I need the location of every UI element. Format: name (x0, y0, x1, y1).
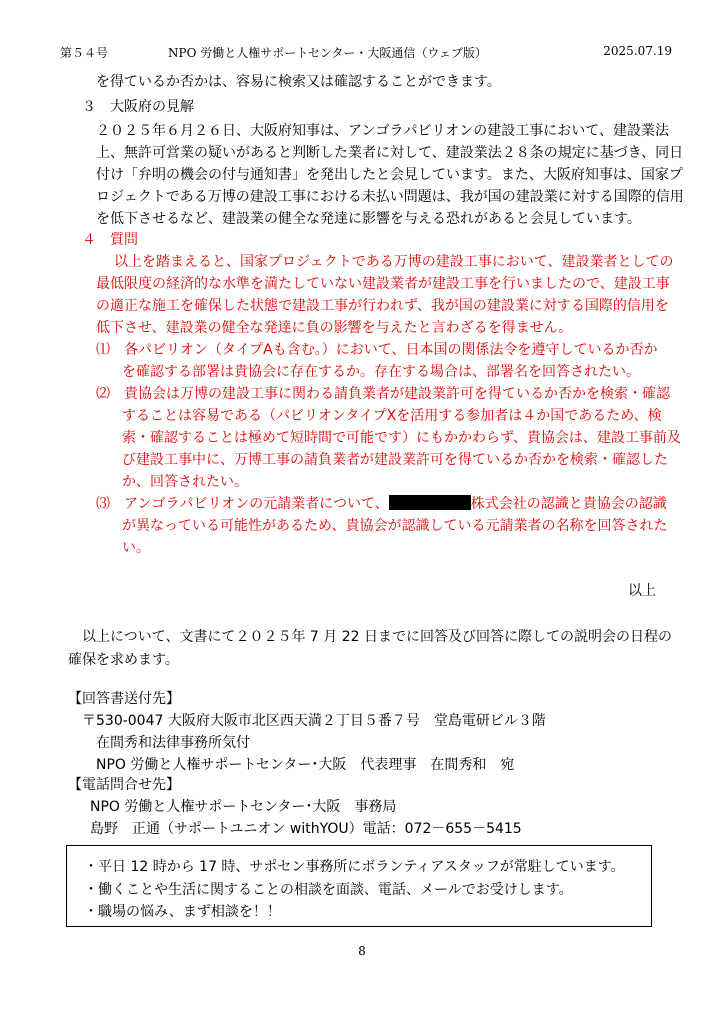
question-1-line: ⑴ 各パビリオン（タイプAも含む。）において、日本国の関係法令を遵守しているか否か (96, 342, 658, 358)
question-2-line: することは容易である（パビリオンタイプXを活用する参加者は４か国であるため、検 (122, 408, 662, 424)
phone-heading: 【電話問合せ先】 (68, 777, 180, 793)
question-3-text: 株式会社の認識と貴協会の認識 (470, 496, 667, 512)
redaction-bar (389, 495, 471, 510)
notice-line: ・職場の悩み、まず相談を！！ (84, 904, 281, 920)
prev-section-tail: を得ているか否かは、容易に検索又は確認することができます。 (96, 74, 501, 90)
section3-line: ２０２５年６月２６日、大阪府知事は、アンゴラパビリオンの建設工事において、建設業法 (96, 123, 670, 139)
section3-line: 上、無許可営業の疑いがあると判断した業者に対して、建設業法２８条の規定に基づき、同日 (96, 145, 684, 161)
section3-line: ロジェクトである万博の建設工事における未払い問題は、我が国の建設業に対する国際的信用 (96, 189, 684, 205)
reply-recipient: NPO 労働と人権サポートセンター･大阪 代表理事 在間秀和 宛 (96, 757, 515, 773)
notice-line: ・平日 12 時から 17 時、サポセン事務所にボランティアスタッフが常駐しています。 (84, 859, 625, 875)
phone-office: NPO 労働と人権サポートセンター･大阪 事務局 (90, 799, 397, 815)
question-1-line: を確認する部署は貴協会に存在するか。存在する場合は、部署名を回答されたい。 (122, 364, 640, 380)
request-line: 確保を求めます。 (68, 652, 179, 668)
newsletter-title: NPO 労働と人権サポートセンター・大阪通信（ウェブ版） (168, 46, 487, 60)
question-2-line: 索・確認することは極めて短時間で可能です）にもかかわらず、貴協会は、建設工事前及 (122, 430, 681, 446)
section3-line: 付け「弁明の機会の付与通知書」を発出したと会見しています。また、大阪府知事は、国家プ (96, 167, 683, 183)
section3-heading: ３ 大阪府の見解 (82, 99, 194, 115)
question-3-line: が異なっている可能性があるため、貴協会が認識している元請業者の名称を回答された (122, 518, 668, 534)
phone-contact: 島野 正通（サポートユニオン withYOU）電話：072－655－5415 (90, 821, 522, 837)
page-number: 8 (358, 944, 366, 958)
section4-intro-line: 最低限度の経済的な水準を満たしていない建設業者が建設工事を行いましたので、建設工事 (96, 276, 670, 292)
question-3-text: ⑶ アンゴラパビリオンの元請業者について、 (96, 496, 389, 512)
section4-heading: ４ 質問 (82, 232, 138, 248)
issue-date: 2025.07.19 (603, 44, 672, 58)
section4-intro-line: 以上を踏まえると、国家プロジェクトである万博の建設工事において、建設業者としての (114, 254, 674, 270)
notice-line: ・働くことや生活に関することの相談を面談、電話、メールでお受けします。 (84, 882, 573, 898)
closing-mark: 以上 (628, 583, 656, 599)
section3-line: を低下させるなど、建設業の健全な発達に影響を与える恐れがあると会見しています。 (96, 211, 641, 227)
question-2-line: ⑵ 貴協会は万博の建設工事に関わる請負業者が建設業許可を得ているか否かを検索・確認 (96, 386, 670, 402)
page-header (60, 44, 672, 62)
reply-to-heading: 【回答書送付先】 (68, 691, 180, 707)
question-2-line: び建設工事中に、万博工事の請負業者が建設業許可を得ているか否かを検索・確認した (122, 452, 668, 468)
request-line: 以上について、文書にて２０２５年 7 月 22 日までに回答及び回答に際しての説明会の日程の (82, 629, 672, 645)
reply-address: 〒530-0047 大阪府大阪市北区西天満２丁目５番７号 堂島電研ビル３階 (82, 713, 546, 729)
question-3-first-line (96, 494, 667, 514)
question-3-line: い。 (122, 540, 150, 556)
question-2-line: か、回答されたい。 (122, 474, 248, 490)
section4-intro-line: 低下させ、建設業の健全な発達に負の影響を与えたと言わざるを得ません。 (96, 320, 573, 336)
reply-care-of: 在間秀和法律事務所気付 (96, 735, 250, 751)
section4-intro-line: の適正な施工を確保した状態で建設工事が行われず、我が国の建設業に対する国際的信用を (96, 298, 669, 314)
issue-number: 第５４号 (60, 46, 109, 60)
